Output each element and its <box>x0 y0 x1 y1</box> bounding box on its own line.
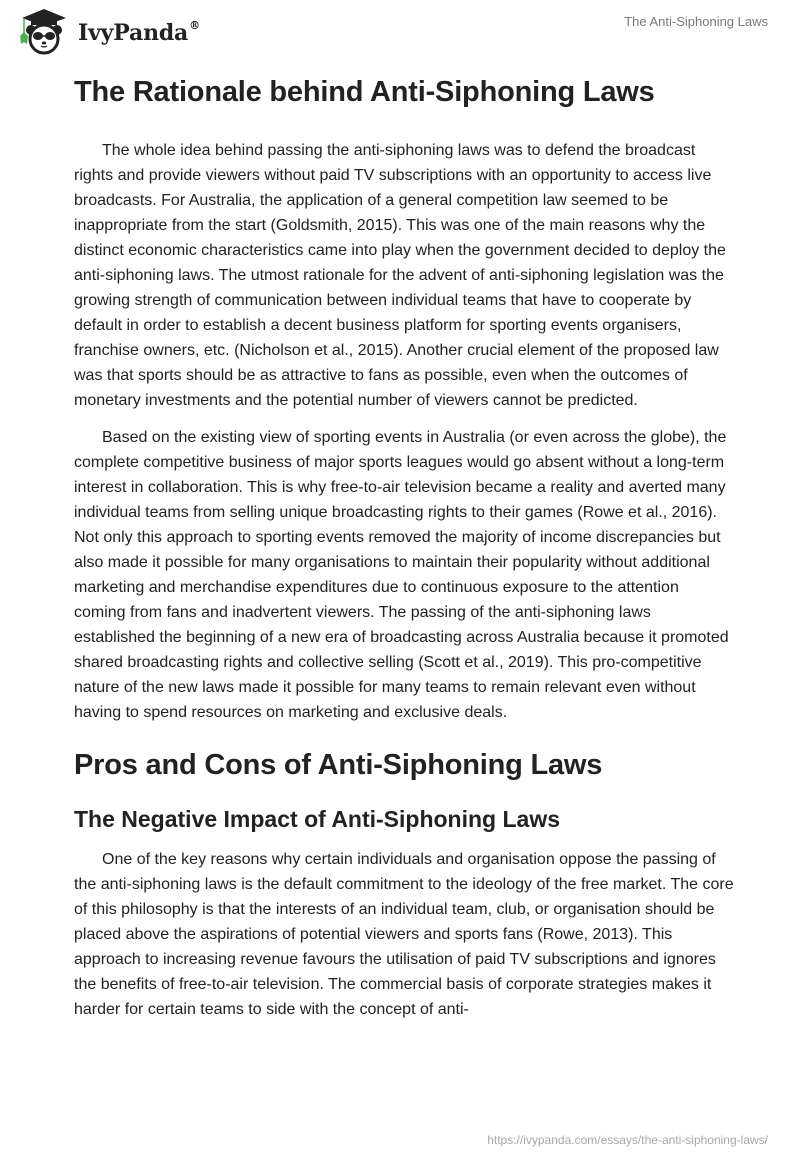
registered-mark: ® <box>189 18 200 32</box>
paragraph: The whole idea behind passing the anti-siphoning laws was to defend the broadcast rights and provide viewers without paid TV subscriptions with an opportunity to access live broadcasts. For Australia, the application of a general competition law seemed to be inappropriate from the start (Goldsmith, 2015). This was one of the main reasons why the distinct economic characteristics came into play when the government decided to deploy the anti-siphoning laws. The utmost rationale for the advent of anti-siphoning legislation was the growing strength of communication between individual teams that have to cooperate by default in order to establish a decent business platform for sporting events organisers, franchise owners, etc. (Nicholson et al., 2015). Another crucial element of the proposed law was that sports should be as attractive to fans as possible, even when the outcomes of monetary investments and the potential number of viewers cannot be predicted. <box>74 142 726 409</box>
section-heading-pros-cons: Pros and Cons of Anti-Siphoning Laws <box>74 749 603 781</box>
brand-text: IvyPanda <box>78 20 189 46</box>
paragraph: Based on the existing view of sporting events in Australia (or even across the globe), the complete competitive business of major sports leagues would go absent without a long-term interest in collaboration. This is why free-to-air television became a reality and averted many individual teams from selling unique broadcasting rights to their games (Rowe et al., 2016). Not only this approach to sporting events removed the majority of income discrepancies but also made it possible for many organisations to maintain their popularity without additional marketing and merchandise expenditures due to continuous exposure to the attention coming from fans and inadvertent viewers. The passing of the anti-siphoning laws established the beginning of a new era of broadcasting across Australia because it promoted shared broadcasting rights and collective selling (Scott et al., 2019). This pro-competitive nature of the new laws made it possible for many teams to remain relevant even without having to spend resources on marketing and exclusive deals. <box>74 429 729 721</box>
panda-graduate-icon <box>14 6 72 56</box>
section-heading-rationale: The Rationale behind Anti-Siphoning Laws <box>74 76 655 108</box>
brand-name <box>78 20 200 46</box>
brand-logo[interactable] <box>14 6 200 56</box>
source-url-link[interactable]: https://ivypanda.com/essays/the-anti-siphoning-laws/ <box>487 1133 768 1147</box>
paragraph: One of the key reasons why certain individuals and organisation oppose the passing of the anti-siphoning laws is the default commitment to the ideology of the free market. The core of this philosophy is that the interests of an individual team, club, or organisation should be placed above the aspirations of potential viewers and sports fans (Rowe, 2013). This approach to increasing revenue favours the utilisation of paid TV subscriptions and ignores the benefits of free-to-air television. The commercial basis of corporate strategies makes it harder for certain teams to side with the concept of anti- <box>74 851 734 1018</box>
essay-content <box>74 70 734 1034</box>
subsection-heading-negative-impact: The Negative Impact of Anti-Siphoning Laws <box>74 806 561 832</box>
page-header <box>0 0 800 60</box>
document-title: The Anti-Siphoning Laws <box>624 14 768 29</box>
